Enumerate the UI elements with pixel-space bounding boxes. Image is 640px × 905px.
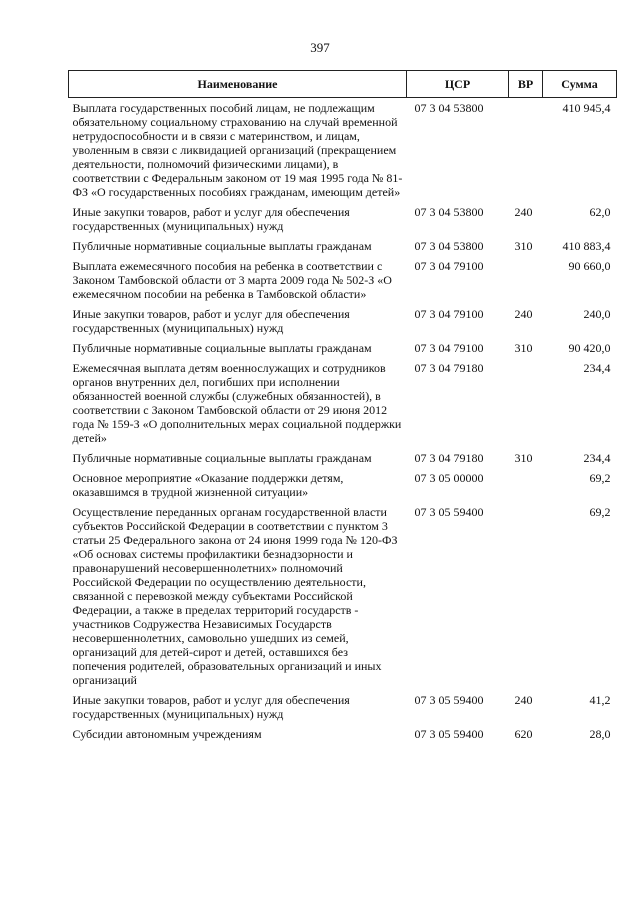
table-row [69,202,617,236]
row-name: Публичные нормативные социальные выплаты гражданам [72,341,372,355]
row-sum: 69,2 [589,505,611,519]
row-vr [509,358,543,448]
row-sum: 28,0 [589,727,611,741]
row-vr [509,468,543,502]
row-csr: 07 3 04 79100 [414,307,484,321]
table-row [69,448,617,468]
row-name: Осуществление переданных органам государственной власти субъектов Российской Федерации в соответствии с пунктом 3 статьи 25 Федерального закона от 24 июня 1999 года № 120-ФЗ «Об основах системы профилактики безнадзорности и правонарушений несовершеннолетних» полномочий Российской Федерации по осуществлению деятельности, связанной с перевозкой между субъектами Российской Федерации, а также в пределах территорий государств - участников Содружества Независимых Государств несовершеннолетних, самовольно ушедших из семей, организаций для детей-сирот и детей, оставшихся без попечения родителей, образовательных организаций и иных организаций [72,505,398,687]
table-body [69,98,617,745]
row-csr: 07 3 04 79180 [414,361,484,375]
row-vr: 240 [514,307,533,321]
table-row [69,304,617,338]
row-name: Выплата ежемесячного пособия на ребенка в соответствии с Законом Тамбовской области от 3 марта 2009 года № 502-З «О ежемесячном пособии на ребенка в Тамбовской области» [72,259,392,301]
row-name: Основное мероприятие «Оказание поддержки детям, оказавшимся в трудной жизненной ситуации» [72,471,344,499]
row-vr [509,256,543,304]
row-sum: 69,2 [589,471,611,485]
row-sum: 240,0 [583,307,611,321]
header-vr: ВР [509,71,543,98]
table-row [69,236,617,256]
row-csr: 07 3 04 53800 [414,101,484,115]
row-name: Публичные нормативные социальные выплаты гражданам [72,239,372,253]
row-sum: 410 945,4 [562,101,611,115]
row-sum: 90 420,0 [568,341,611,355]
row-csr: 07 3 05 59400 [414,693,484,707]
row-name: Иные закупки товаров, работ и услуг для обеспечения государственных (муниципальных) нужд [72,205,350,233]
table-row [69,358,617,448]
row-vr: 310 [514,239,533,253]
table-row [69,502,617,690]
row-csr: 07 3 05 59400 [414,505,484,519]
header-csr: ЦСР [407,71,509,98]
table-row [69,724,617,744]
row-csr: 07 3 04 79100 [414,259,484,273]
row-sum: 62,0 [589,205,611,219]
row-name: Иные закупки товаров, работ и услуг для обеспечения государственных (муниципальных) нужд [72,307,350,335]
row-csr: 07 3 04 79180 [414,451,484,465]
budget-table [68,70,617,744]
row-name: Иные закупки товаров, работ и услуг для обеспечения государственных (муниципальных) нужд [72,693,350,721]
table-row [69,256,617,304]
row-name: Выплата государственных пособий лицам, не подлежащим обязательному социальному страхованию на случай временной нетрудоспособности и в связи с материнством, и лицам, уволенным в связи с ликвидацией организаций (прекращением деятельности, полномочий физическими лицами), в соответствии с Федеральным законом от 19 мая 1995 года № 81-ФЗ «О государственных пособиях гражданам, имеющим детей» [72,101,403,199]
row-csr: 07 3 04 53800 [414,239,484,253]
row-name: Субсидии автономным учреждениям [72,727,262,741]
table-row [69,338,617,358]
row-vr: 240 [514,205,533,219]
row-vr [509,502,543,690]
row-sum: 90 660,0 [568,259,611,273]
page-number: 397 [310,40,330,55]
row-csr: 07 3 05 00000 [414,471,484,485]
row-sum: 41,2 [589,693,611,707]
row-csr: 07 3 05 59400 [414,727,484,741]
header-name: Наименование [69,71,407,98]
row-vr: 310 [514,341,533,355]
row-csr: 07 3 04 79100 [414,341,484,355]
row-name: Публичные нормативные социальные выплаты гражданам [72,451,372,465]
header-sum: Сумма [543,71,617,98]
row-vr: 310 [514,451,533,465]
row-sum: 234,4 [583,361,611,375]
row-sum: 234,4 [583,451,611,465]
row-vr: 620 [514,727,533,741]
row-sum: 410 883,4 [562,239,611,253]
table-row [69,98,617,203]
table-header [69,71,617,98]
row-name: Ежемесячная выплата детям военнослужащих и сотрудников органов внутренних дел, погибших при исполнении обязанностей военной службы (служебных обязанностей), в соответствии с Законом Тамбовской области от 29 июня 2012 года № 159-З «О дополнительных мерах социальной поддержки детей» [72,361,402,445]
row-vr [509,98,543,203]
row-csr: 07 3 04 53800 [414,205,484,219]
table-row [69,468,617,502]
row-vr: 240 [514,693,533,707]
table-row [69,690,617,724]
budget-table-container [68,70,616,744]
